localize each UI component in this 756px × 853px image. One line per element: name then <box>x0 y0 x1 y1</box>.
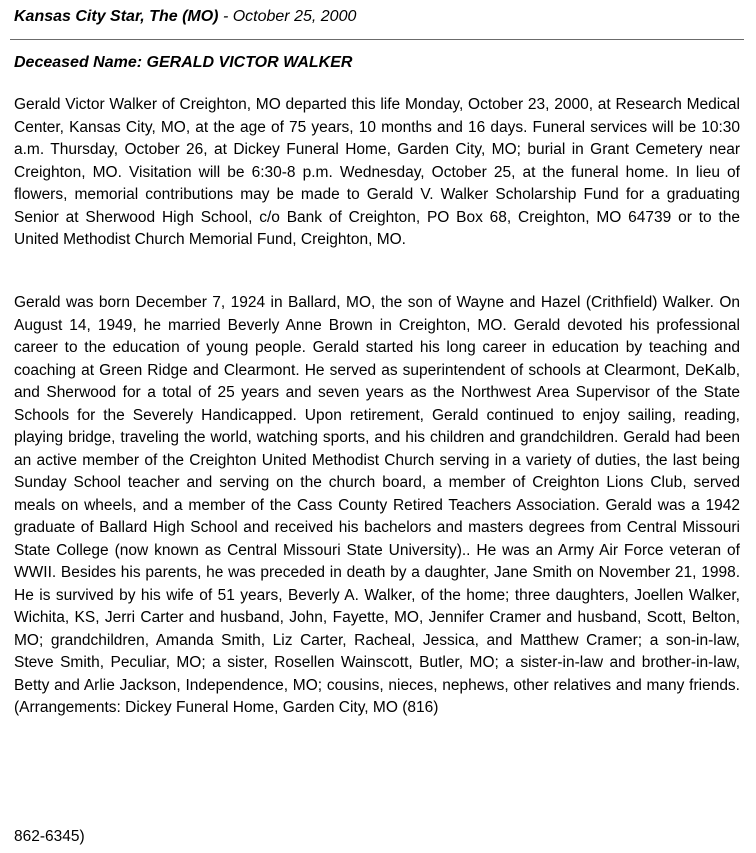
obituary-paragraph-1: Gerald Victor Walker of Creighton, MO departed this life Monday, October 23, 2000, at Research Medical Center, Kansas City, MO, at the age of 75 years, 10 months and 16 days. Funeral services will be 10:30 a.m. Thursday, October 26, at Dickey Funeral Home, Garden City, MO; burial in Grant Cemetery near Creighton, MO. Visitation will be 6:30-8 p.m. Wednesday, October 25, at the funeral home. In lieu of flowers, memorial contributions may be made to Gerald V. Walker Scholarship Fund for a graduating Senior at Sherwood High School, c/o Bank of Creighton, PO Box 68, Creighton, MO 64739 or to the United Methodist Church Memorial Fund, Creighton, MO. <box>14 96 740 248</box>
article-header <box>14 8 356 26</box>
publication-date: October 25, 2000 <box>232 8 357 25</box>
deceased-label: Deceased Name: <box>14 54 147 71</box>
header-separator: - <box>218 8 233 25</box>
deceased-name: GERALD VICTOR WALKER <box>146 54 353 71</box>
deceased-heading <box>14 54 352 72</box>
obituary-phone-trailer: 862-6345) <box>14 828 85 845</box>
obituary-paragraph-2: Gerald was born December 7, 1924 in Ballard, MO, the son of Wayne and Hazel (Crithfield) Walker. On August 14, 1949, he married Beverly Anne Brown in Creighton, MO. Gerald devoted his professional career to the education of young people. Gerald started his long career in education by teaching and coaching at Green Ridge and Clearmont. He served as superintendent of schools at Clearmont, DeKalb, and Sherwood for a total of 25 years and seven years as the Northwest Area Supervisor of the State Schools for the Severely Handicapped. Upon retirement, Gerald continued to enjoy sailing, reading, playing bridge, traveling the world, watching sports, and his children and grandchildren. Gerald had been an active member of the Creighton United Methodist Church serving in a variety of duties, the last being Sunday School teacher and serving on the church board, a member of Creighton Lions Club, served meals on wheels, and a member of the Cass County Retired Teachers Association. Gerald was a 1942 graduate of Ballard High School and received his bachelors and masters degrees from Central Missouri State College (now known as Central Missouri State University).. He was an Army Air Force veteran of WWII. Besides his parents, he was preceded in death by a daughter, Jane Smith on November 21, 1998. He is survived by his wife of 51 years, Beverly A. Walker, of the home; three daughters, Joellen Walker, Wichita, KS, Jerri Carter and husband, John, Fayette, MO, Jennifer Cramer and husband, Scott, Belton, MO; grandchildren, Amanda Smith, Liz Carter, Racheal, Jessica, and Matthew Cramer; a son-in-law, Steve Smith, Peculiar, MO; a sister, Rosellen Wainscott, Butler, MO; a sister-in-law and brother-in-law, Betty and Arlie Jackson, Independence, MO; cousins, nieces, nephews, other relatives and many friends. (Arrangements: Dickey Funeral Home, Garden City, MO (816) <box>14 294 740 716</box>
newspaper-source: Kansas City Star, The (MO) <box>14 8 219 25</box>
header-divider <box>10 39 744 40</box>
